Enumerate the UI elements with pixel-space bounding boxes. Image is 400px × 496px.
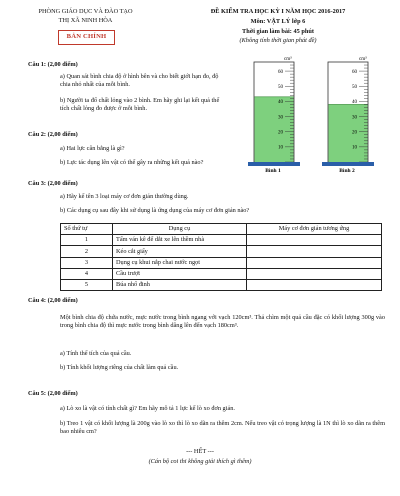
exam-title: ĐỀ KIỂM TRA HỌC KỲ I NĂM HỌC 2016-2017	[210, 8, 346, 15]
cylinder-1-tick-label: 20	[278, 130, 283, 136]
row-tool: Tấm ván kê để dắt xe lên thềm nhà	[113, 235, 247, 246]
table-row	[61, 246, 382, 257]
cylinder-1-tick-label: 10	[278, 145, 283, 151]
q1-title: Câu 1: (2,00 điểm)	[28, 61, 78, 68]
dept-line2: THỊ XÃ NINH HÒA	[58, 16, 113, 24]
cylinder-2-liquid	[329, 104, 368, 162]
cylinder-2-label: Bình 2	[339, 168, 355, 174]
header-right	[183, 8, 373, 44]
cylinder-1-label: Bình 1	[265, 168, 281, 174]
cylinder-1-tick-label: 30	[278, 115, 283, 121]
q2-title: Câu 2: (2,00 điểm)	[28, 131, 78, 138]
q4-body: Một bình chia độ chứa nước, mực nước trong bình ngang với vạch 120cm³. Thả chìm một quả cầu đặc có khối lượng 300g vào trong bình chia độ thì mực nước trong bình dâng lên đến vạch 180cm³.	[60, 314, 385, 329]
q5-title: Câu 5: (2,00 điểm)	[28, 390, 78, 397]
cylinder-1-unit: cm³	[284, 57, 292, 62]
q3-title: Câu 3: (2,00 điểm)	[28, 180, 78, 187]
table-row	[61, 257, 382, 268]
header-left	[28, 8, 143, 25]
cylinder-1-base	[248, 162, 300, 166]
cylinder-2-unit: cm³	[359, 57, 367, 62]
row-answer	[247, 268, 382, 279]
dept-line1: PHÒNG GIÁO DỤC VÀ ĐÀO TẠO	[38, 8, 133, 15]
table-row	[61, 279, 382, 290]
cylinder-2-base	[322, 162, 374, 166]
col-header-tool: Dụng cụ	[113, 224, 247, 235]
q1-part-a: a) Quan sát bình chia độ ở hình bên và cho biết giới hạn đo, độ chia nhỏ nhất của mỗi bình.	[60, 73, 219, 88]
table-header-row	[61, 224, 382, 235]
row-answer	[247, 279, 382, 290]
cylinder-1-tick-label: 50	[278, 85, 283, 91]
q5-part-b: b) Treo 1 vật có khối lượng là 200g vào lò xo thì lò xo dãn ra thêm 2cm. Nếu treo vật có trọng lượng là 1N thì lò xo dãn ra thêm bao nhiêu cm?	[60, 420, 385, 435]
q3-part-b: b) Các dụng cụ sau đây khi sử dụng là ứng dụng của máy cơ đơn giản nào?	[60, 207, 250, 214]
cylinder-1-tick-label: 40	[278, 100, 283, 106]
row-tool: Búa nhổ đinh	[113, 279, 247, 290]
q4-part-a: a) Tính thể tích của quả cầu.	[60, 350, 132, 357]
cylinder-1-liquid	[255, 97, 294, 162]
cylinder-2	[322, 62, 374, 166]
row-number: 1	[61, 235, 113, 246]
row-tool: Dụng cụ khui nắp chai nước ngọt	[113, 257, 247, 268]
cylinder-2-tick-label: 40	[352, 100, 357, 106]
cylinder-2-tick-label: 60	[352, 69, 357, 75]
cylinder-2-tick-label: 10	[352, 145, 357, 151]
row-answer	[247, 235, 382, 246]
row-answer	[247, 246, 382, 257]
row-answer	[247, 257, 382, 268]
subject-line: Môn: VẬT LÝ lớp 6	[250, 17, 306, 25]
q2-part-b: b) Lực tác dụng lên vật có thể gây ra những kết quả nào?	[60, 159, 204, 166]
row-number: 3	[61, 257, 113, 268]
time-note: (Không tính thời gian phát đề)	[239, 36, 317, 44]
tools-table	[60, 223, 382, 291]
q1-part-b: b) Người ta đổ chất lỏng vào 2 bình. Em hãy ghi lại kết quả thể tích chất lỏng đo được ở mỗi bình.	[60, 97, 220, 112]
cylinder-1	[248, 62, 300, 166]
cylinder-1-tick-label: 60	[278, 69, 283, 75]
row-number: 4	[61, 268, 113, 279]
cylinder-2-tick-label: 50	[352, 85, 357, 91]
col-header-machine: Máy cơ đơn giản tương ứng	[247, 224, 382, 235]
cylinder-2-tick-label: 30	[352, 115, 357, 121]
original-stamp: BẢN CHÍNH	[58, 30, 115, 45]
end-marker: --- HẾT ---	[186, 448, 214, 455]
proctor-note: (Cán bộ coi thi không giải thích gì thêm)	[148, 458, 252, 465]
table-row	[61, 235, 382, 246]
time-line: Thời gian làm bài: 45 phút	[242, 27, 314, 35]
cylinder-2-tick-label: 20	[352, 130, 357, 136]
table-row	[61, 268, 382, 279]
row-tool: Kéo cắt giấy	[113, 246, 247, 257]
graduated-cylinders-figure	[246, 54, 386, 174]
q3-part-a: a) Hãy kể tên 3 loại máy cơ đơn giản thường dùng.	[60, 193, 189, 200]
row-number: 5	[61, 279, 113, 290]
row-tool: Cầu trượt	[113, 268, 247, 279]
q2-part-a: a) Hai lực cân bằng là gì?	[60, 145, 125, 152]
q5-part-a: a) Lò xo là vật có tính chất gì? Em hãy mô tả 1 lực kế lò xo đơn giản.	[60, 405, 235, 412]
row-number: 2	[61, 246, 113, 257]
col-header-number: Số thứ tự	[61, 224, 113, 235]
q4-title: Câu 4: (2,00 điểm)	[28, 297, 78, 304]
q4-part-b: b) Tính khối lượng riêng của chất làm quả cầu.	[60, 364, 179, 371]
